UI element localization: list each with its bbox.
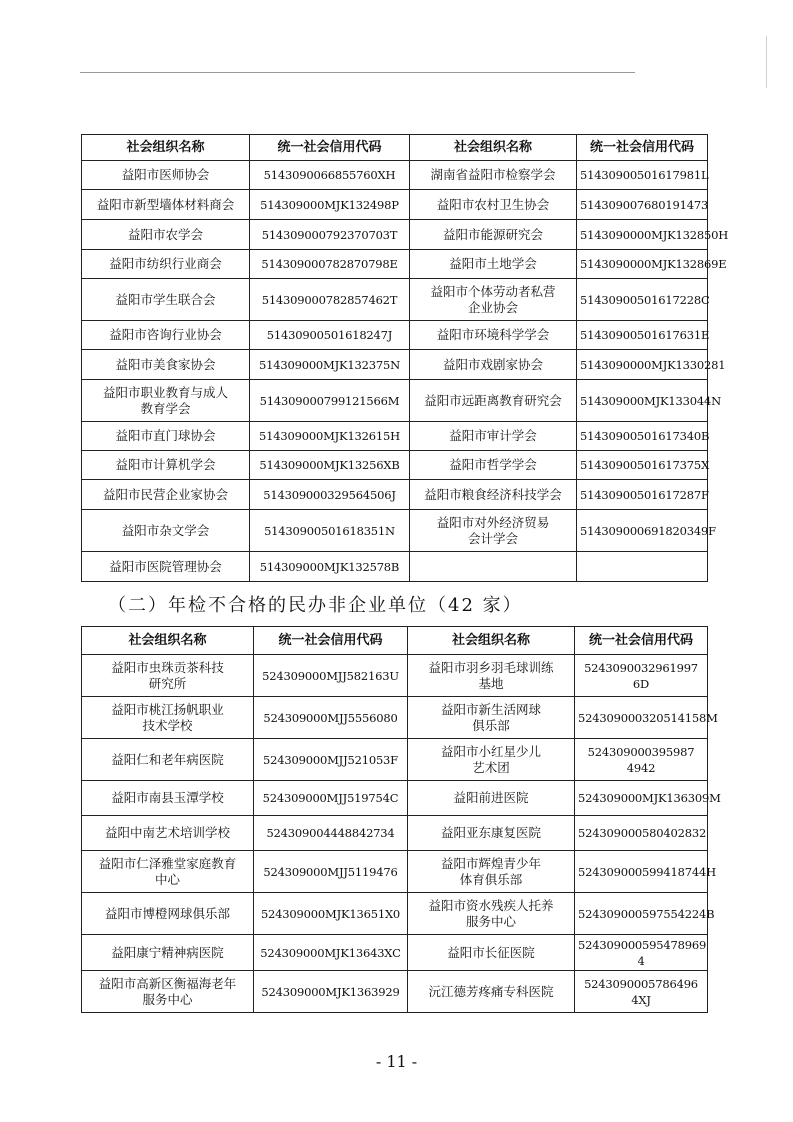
table-header-row <box>82 627 708 655</box>
org-name-cell: 益阳市直门球协会 <box>82 422 250 451</box>
credit-code-cell: 514309000329564506J <box>250 480 410 510</box>
header-credit-code: 统一社会信用代码 <box>577 135 708 161</box>
page-number: - 11 - <box>375 1052 418 1071</box>
org-name-cell: 益阳亚东康复医院 <box>408 816 575 851</box>
credit-code-cell: 514309007680191473 <box>577 190 708 220</box>
table-row <box>82 935 708 971</box>
table-row <box>82 816 708 851</box>
table-row <box>82 279 708 321</box>
credit-code-cell: 5143090050161824​7J <box>250 321 410 350</box>
org-name-cell: 益阳市农村卫生协会 <box>410 190 577 220</box>
credit-code-cell: 524309000597554224B <box>575 893 708 935</box>
org-name-cell: 益阳市计算机学会 <box>82 451 250 480</box>
table-row <box>82 552 708 582</box>
org-name-cell: 益阳市南县玉潭学校 <box>82 781 254 816</box>
table-row <box>82 250 708 279</box>
table-row <box>82 781 708 816</box>
table-row <box>82 380 708 422</box>
header-credit-code: 统一社会信用代码 <box>575 627 708 655</box>
table-row <box>82 220 708 250</box>
credit-code-cell: 524309000320514158M <box>575 697 708 739</box>
credit-code-cell: 514309000799121566M <box>250 380 410 422</box>
org-name-cell: 益阳市美食家协会 <box>82 350 250 380</box>
org-name-cell: 益阳市新型墙体材料商会 <box>82 190 250 220</box>
credit-code-cell: 51430900501617287F <box>577 480 708 510</box>
table-row <box>82 697 708 739</box>
org-name-cell: 益阳市羽乡羽毛球训练 基地 <box>408 655 575 697</box>
org-name-cell: 益阳市对外经济贸易 会计学会 <box>410 510 577 552</box>
credit-code-cell: 5143090066855760XH <box>250 161 410 190</box>
table-header-row <box>82 135 708 161</box>
header-credit-code: 统一社会信用代码 <box>250 135 410 161</box>
table-row <box>82 510 708 552</box>
org-name-cell: 益阳前进医院 <box>408 781 575 816</box>
credit-code-cell: 5243090032961997​6D <box>575 655 708 697</box>
section-title: （二）年检不合格的民办非企业单位（42 家） <box>108 595 523 616</box>
credit-code-cell: 524309000MJK136309M <box>575 781 708 816</box>
credit-code-cell: 51430900501617228C <box>577 279 708 321</box>
org-name-cell: 益阳市虫珠贡茶科技 研究所 <box>82 655 254 697</box>
table-row <box>82 739 708 781</box>
org-name-cell: 益阳市个体劳动者私营 企业协会 <box>410 279 577 321</box>
credit-code-cell: 524309000MJK13651X0 <box>254 893 408 935</box>
header-org-name: 社会组织名称 <box>408 627 575 655</box>
org-name-cell: 益阳市环境科学学会 <box>410 321 577 350</box>
credit-code-cell: 514309000MJK133044N <box>577 380 708 422</box>
credit-code-cell: 51430900501617340B <box>577 422 708 451</box>
org-name-cell: 益阳市戏剧家协会 <box>410 350 577 380</box>
org-name-cell: 益阳市新生活网球 俱乐部 <box>408 697 575 739</box>
org-name-cell: 益阳市高新区衡福海老年 服务中心 <box>82 971 254 1013</box>
org-name-cell: 益阳市能源研究会 <box>410 220 577 250</box>
credit-code-cell: 514309000MJK132615H <box>250 422 410 451</box>
org-name-cell: 益阳市博橙网球俱乐部 <box>82 893 254 935</box>
header-org-name: 社会组织名称 <box>82 627 254 655</box>
scan-edge-mark <box>766 36 767 88</box>
org-name-cell: 益阳市医院管理协会 <box>82 552 250 582</box>
table-row <box>82 851 708 893</box>
org-name-cell: 益阳市资水残疾人托养 服务中心 <box>408 893 575 935</box>
org-name-cell: 益阳市粮食经济科技学会 <box>410 480 577 510</box>
org-name-cell: 益阳市审计学会 <box>410 422 577 451</box>
credit-code-cell: 524309000MJJ521053F <box>254 739 408 781</box>
org-name-cell: 益阳市长征医院 <box>408 935 575 971</box>
org-name-cell: 湖南省益阳市检察学会 <box>410 161 577 190</box>
failed-private-units-table <box>81 626 721 1013</box>
credit-code-cell: 51430900501617375X <box>577 451 708 480</box>
passed-orgs-table <box>81 134 729 582</box>
header-org-name: 社会组织名称 <box>410 135 577 161</box>
table-row <box>82 655 708 697</box>
credit-code-cell: 514309000792370703T <box>250 220 410 250</box>
org-name-cell: 沅江德芳疼痛专科医院 <box>408 971 575 1013</box>
org-name-cell: 益阳市远距离教育研究会 <box>410 380 577 422</box>
table-row <box>82 422 708 451</box>
credit-code-cell: 51430900501617981L <box>577 161 708 190</box>
org-name-cell: 益阳市辉煌青少年 体育俱乐部 <box>408 851 575 893</box>
top-rule <box>80 72 635 73</box>
org-name-cell: 益阳市桃江扬帆职业 技术学校 <box>82 697 254 739</box>
org-name-cell: 益阳市民营企业家协会 <box>82 480 250 510</box>
table-row <box>82 321 708 350</box>
table-row <box>82 161 708 190</box>
credit-code-cell: 524309004448842734 <box>254 816 408 851</box>
credit-code-cell: 5143090000MJK1330281 <box>577 350 708 380</box>
credit-code-cell: 524309000599418744H <box>575 851 708 893</box>
credit-code-cell: 514309000MJK132375N <box>250 350 410 380</box>
credit-code-cell: 5143090000MJK132850H <box>577 220 708 250</box>
org-name-cell: 益阳中南艺术培训学校 <box>82 816 254 851</box>
org-name-cell: 益阳市职业教育与成人 教育学会 <box>82 380 250 422</box>
credit-code-cell: 524309000395987​4942 <box>575 739 708 781</box>
org-name-cell <box>410 552 577 582</box>
credit-code-cell: 514309000782857462T <box>250 279 410 321</box>
table-row <box>82 350 708 380</box>
credit-code-cell <box>577 552 708 582</box>
credit-code-cell: 524309000580402832 <box>575 816 708 851</box>
credit-code-cell: 514309000MJK132498P <box>250 190 410 220</box>
org-name-cell: 益阳仁和老年病医院 <box>82 739 254 781</box>
credit-code-cell: 524309000MJK1363929 <box>254 971 408 1013</box>
credit-code-cell: 514309000691820349F <box>577 510 708 552</box>
org-name-cell: 益阳市哲学学会 <box>410 451 577 480</box>
credit-code-cell: 524309000MJJ5556080 <box>254 697 408 739</box>
table-row <box>82 971 708 1013</box>
credit-code-cell: 514309000782870798E <box>250 250 410 279</box>
org-name-cell: 益阳市土地学会 <box>410 250 577 279</box>
org-name-cell: 益阳市纺织行业商会 <box>82 250 250 279</box>
org-name-cell: 益阳市咨询行业协会 <box>82 321 250 350</box>
org-name-cell: 益阳市农学会 <box>82 220 250 250</box>
table-row <box>82 480 708 510</box>
credit-code-cell: 524309000MJJ519754C <box>254 781 408 816</box>
org-name-cell: 益阳市医师协会 <box>82 161 250 190</box>
org-name-cell: 益阳市杂文学会 <box>82 510 250 552</box>
credit-code-cell: 524309000MJJ582163U <box>254 655 408 697</box>
table-row <box>82 451 708 480</box>
credit-code-cell: 51430900501617631E <box>577 321 708 350</box>
org-name-cell: 益阳市学生联合会 <box>82 279 250 321</box>
credit-code-cell: 5243090005786496​4XJ <box>575 971 708 1013</box>
org-name-cell: 益阳市小红星少儿 艺术团 <box>408 739 575 781</box>
header-org-name: 社会组织名称 <box>82 135 250 161</box>
credit-code-cell: 524309000595478969​4 <box>575 935 708 971</box>
org-name-cell: 益阳市仁泽雅堂家庭教育 中心 <box>82 851 254 893</box>
credit-code-cell: 524309000MJK13643XC <box>254 935 408 971</box>
credit-code-cell: 514309000MJK13256XB <box>250 451 410 480</box>
credit-code-cell: 514309000MJK132578B <box>250 552 410 582</box>
header-credit-code: 统一社会信用代码 <box>254 627 408 655</box>
org-name-cell: 益阳康宁精神病医院 <box>82 935 254 971</box>
credit-code-cell: 524309000MJJ5119476 <box>254 851 408 893</box>
credit-code-cell: 51430900501618351N <box>250 510 410 552</box>
table-row <box>82 190 708 220</box>
credit-code-cell: 5143090000MJK132869E <box>577 250 708 279</box>
table-row <box>82 893 708 935</box>
